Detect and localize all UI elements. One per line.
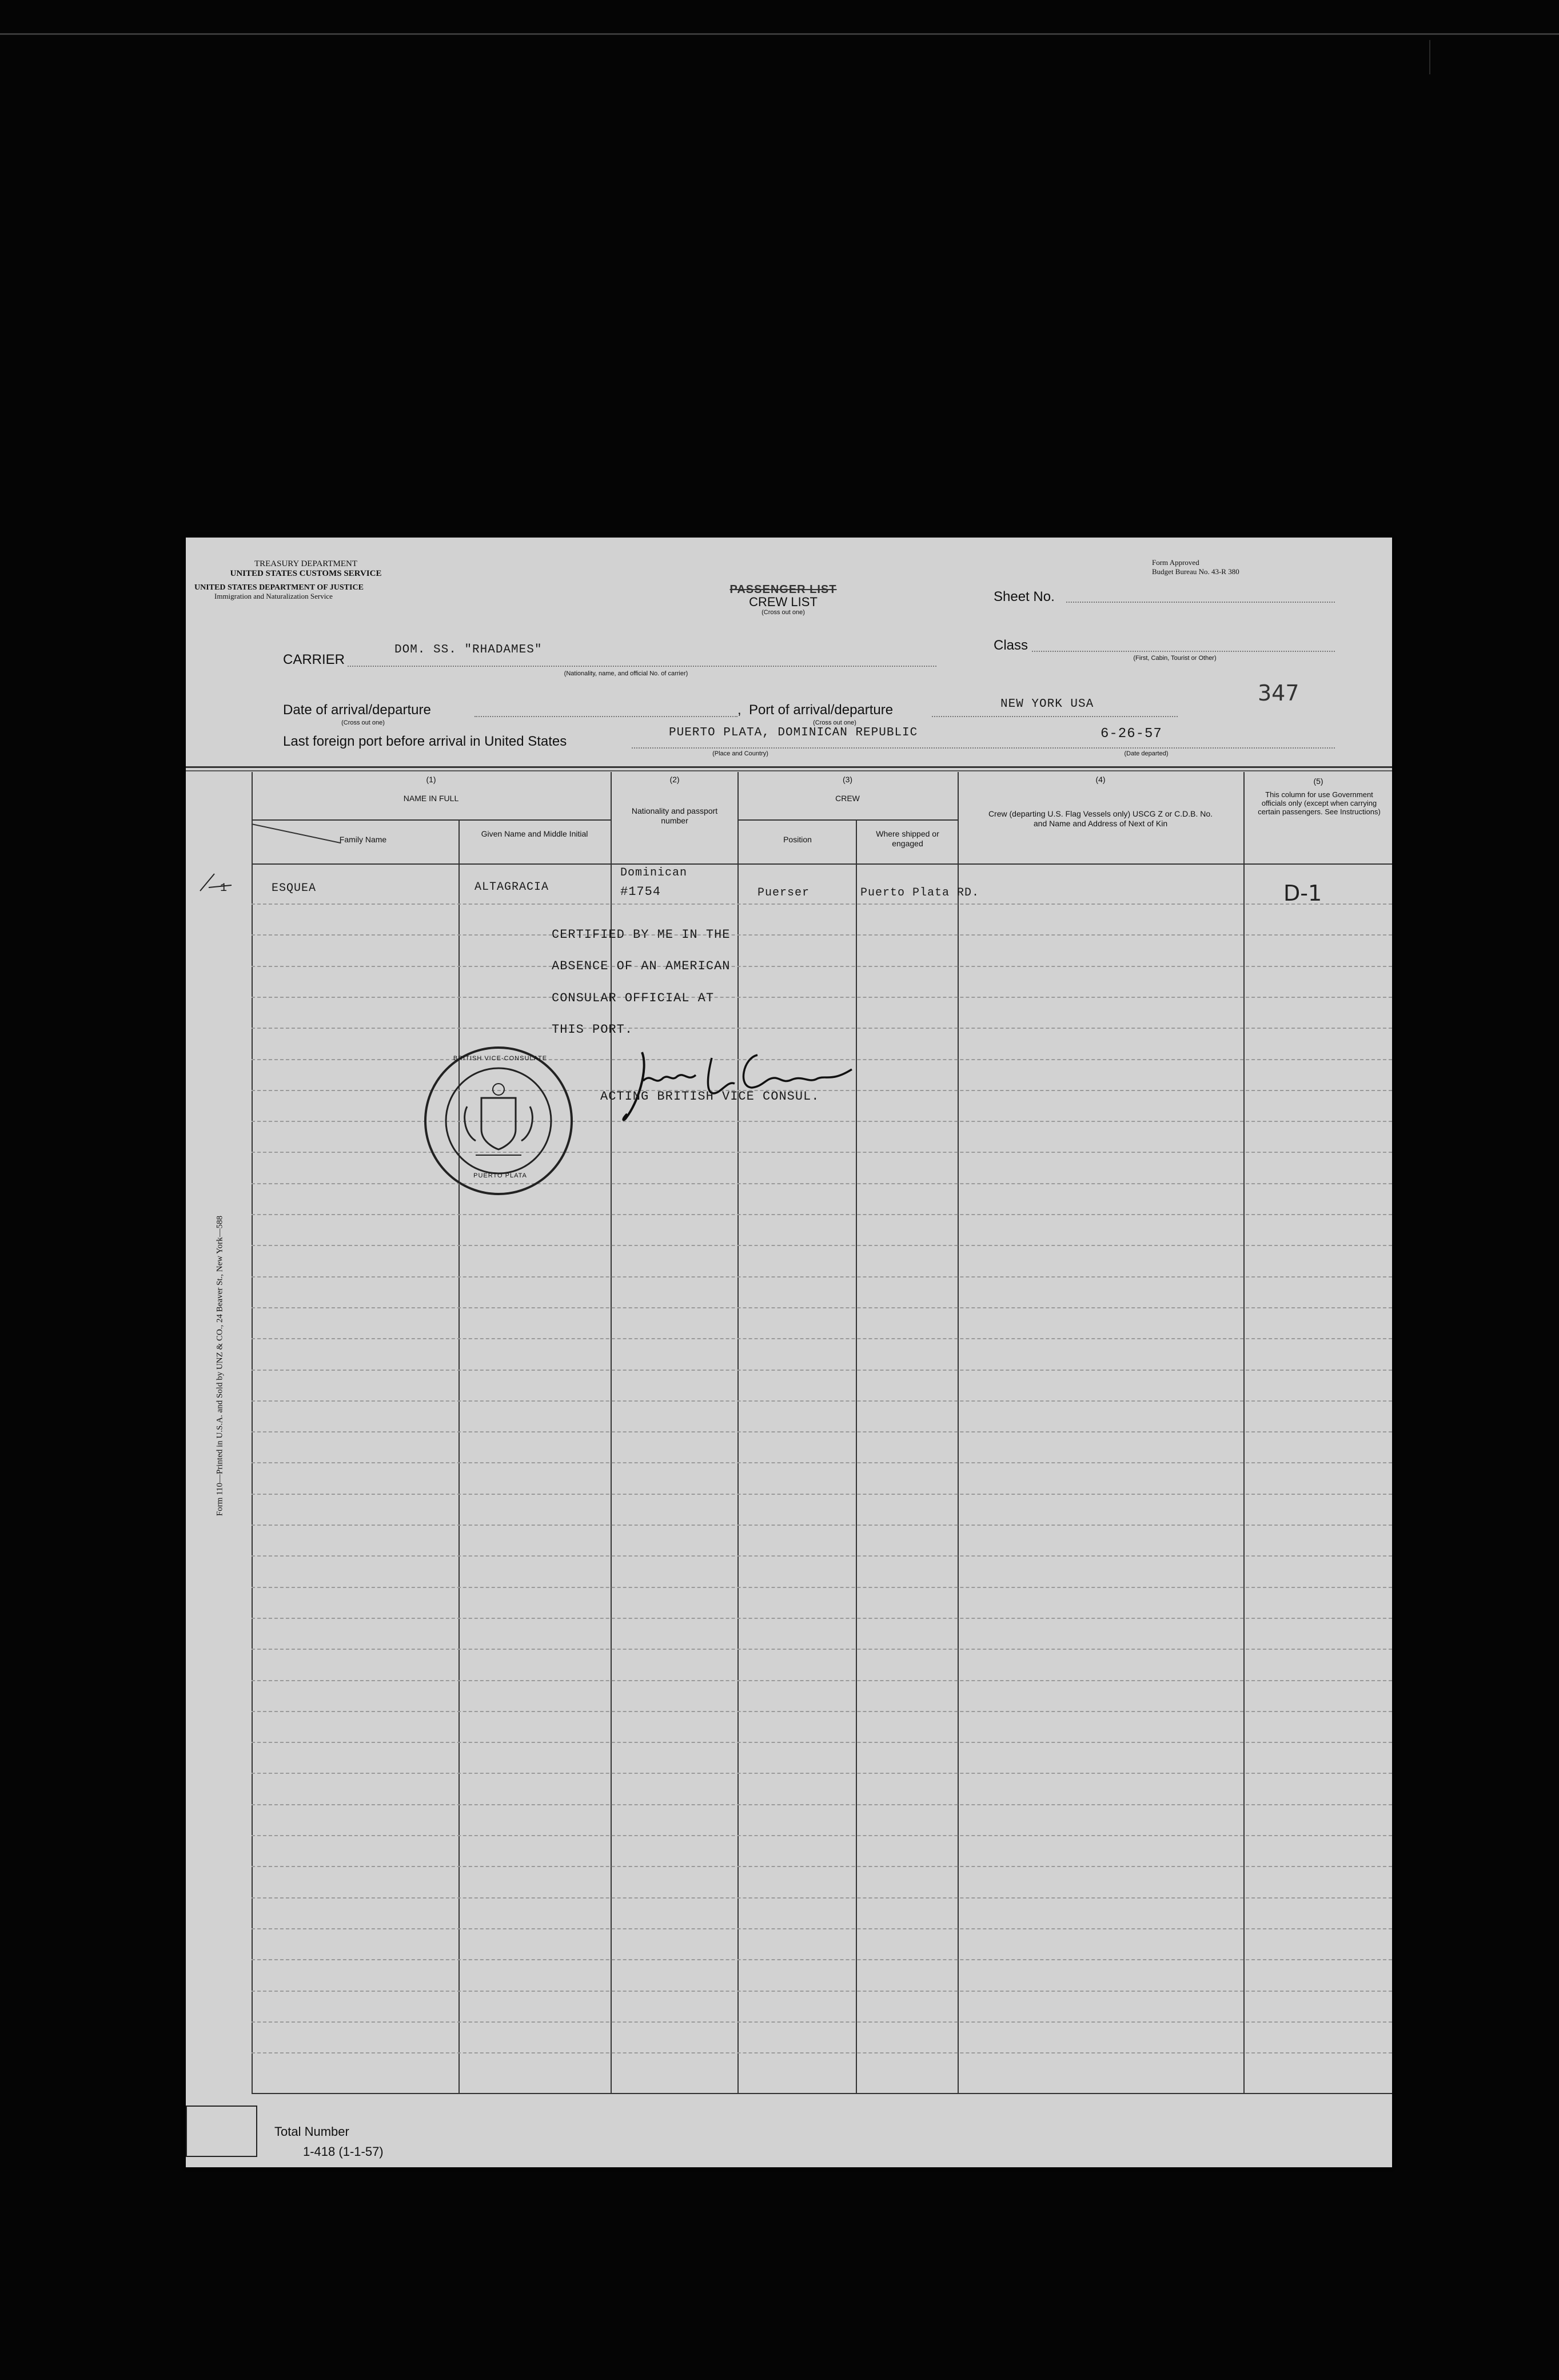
table-row-line (252, 1245, 1392, 1246)
table-row-line (252, 1555, 1392, 1557)
consul-signature (620, 1046, 860, 1127)
certification-line-1: CERTIFIED BY ME IN THE (552, 928, 731, 942)
header-bottom-line (252, 863, 1392, 865)
table-row-line (252, 1525, 1392, 1526)
col3-number: (3) (842, 775, 853, 784)
row-1-where-shipped: Puerto Plata RD. (860, 886, 980, 900)
consul-title: ACTING BRITISH VICE CONSUL. (600, 1089, 820, 1104)
table-row-line (252, 997, 1392, 998)
table-row-line (252, 1897, 1392, 1899)
table-row-line (252, 2021, 1392, 2023)
table-row-line (252, 1742, 1392, 1743)
scan-edge-line (0, 33, 1559, 35)
col1-title: NAME IN FULL (403, 794, 459, 803)
table-row-line (252, 904, 1392, 905)
date-note: (Cross out one) (341, 719, 385, 726)
handwritten-sheet-number: 347 (1258, 680, 1299, 706)
struck-title: PASSENGER LIST (729, 583, 837, 596)
col1b-given-name: Given Name and Middle Initial (481, 829, 588, 838)
col3a-position: Position (783, 835, 812, 844)
table-row-line (252, 1028, 1392, 1029)
carrier-label: CARRIER (283, 652, 345, 667)
table-row-line (252, 1276, 1392, 1277)
col2-title: Nationality and passport number (631, 806, 718, 825)
certification-line-4: THIS PORT. (552, 1022, 633, 1037)
col-divider-left (252, 772, 253, 2094)
agency-justice: UNITED STATES DEPARTMENT OF JUSTICE (194, 583, 364, 592)
port-value: NEW YORK USA (1000, 698, 1094, 711)
table-row-line (252, 1494, 1392, 1495)
date-departed-value: 6-26-57 (1101, 726, 1162, 742)
col4-number: (4) (1095, 775, 1106, 784)
table-row-line (252, 1928, 1392, 1929)
row-1-passport: #1754 (620, 885, 661, 899)
table-row-line (252, 1866, 1392, 1867)
table-row-line (252, 1680, 1392, 1681)
col3b-where-shipped: Where shipped or engaged (876, 829, 939, 848)
sheet-number-line (1066, 602, 1335, 603)
class-note: (First, Cabin, Tourist or Other) (1133, 655, 1217, 662)
table-row-line (252, 1804, 1392, 1805)
scan-edge-mark (1429, 40, 1430, 74)
table-row-line (252, 1462, 1392, 1463)
seal-text-bottom: PUERTO PLATA (473, 1172, 527, 1179)
form-number: 1-418 (1-1-57) (303, 2144, 384, 2159)
seal-text-top: BRITISH VICE-CONSULATE (453, 1055, 548, 1062)
table-row-line (252, 966, 1392, 967)
col5-number: (5) (1313, 777, 1323, 786)
col-divider-3a-3b (856, 821, 857, 2094)
table-row-line (252, 1214, 1392, 1215)
date-label: Date of arrival/departure (283, 702, 431, 718)
table-bottom-line (252, 2093, 1392, 2094)
col1-number: (1) (426, 775, 436, 784)
crew-list-form (186, 538, 1392, 2167)
row-1-position: Puerser (757, 886, 810, 900)
port-line (932, 716, 1178, 717)
table-row-line (252, 1618, 1392, 1619)
table-row-line (252, 934, 1392, 936)
col1a-family-name: Family Name (339, 835, 387, 844)
col5-title: This column for use Government officials only (except when carrying certain passengers. See Instructions) (1258, 790, 1381, 816)
total-number-box (186, 2106, 257, 2157)
carrier-note: (Nationality, name, and official No. of carrier) (564, 670, 688, 677)
table-row-line (252, 1991, 1392, 1992)
col-divider-2-3 (737, 772, 739, 2094)
class-line (1032, 651, 1335, 652)
last-port-line (632, 747, 1335, 749)
table-row-line (252, 1307, 1392, 1308)
table-row-line (252, 1835, 1392, 1836)
table-row-line (252, 1711, 1392, 1712)
col1-subheader-line (252, 819, 611, 821)
table-row-line (252, 1370, 1392, 1371)
row-1-nationality: Dominican (620, 866, 688, 879)
place-note: (Place and Country) (712, 750, 768, 757)
class-label: Class (994, 638, 1028, 653)
table-row-line (252, 2052, 1392, 2053)
row-1-family-name: ESQUEA (272, 882, 317, 895)
col3-title: CREW (835, 794, 860, 803)
col-divider-4-5 (1243, 772, 1245, 2094)
col-divider-3-4 (958, 772, 959, 2094)
carrier-value: DOM. SS. "RHADAMES" (394, 643, 543, 656)
col4-title: Crew (departing U.S. Flag Vessels only) USCG Z or C.D.B. No. and Name and Address of Next of Kin (988, 809, 1213, 828)
port-label: , (737, 702, 741, 718)
last-port-value: PUERTO PLATA, DOMINICAN REPUBLIC (669, 726, 918, 739)
port-label-text: Port of arrival/departure (749, 702, 894, 718)
table-row-line (252, 1400, 1392, 1402)
last-port-label: Last foreign port before arrival in United States (283, 734, 567, 749)
col2-number: (2) (669, 775, 680, 784)
table-row-line (252, 1959, 1392, 1960)
port-note: (Cross out one) (813, 719, 856, 726)
row-1-given-name: ALTAGRACIA (475, 881, 549, 894)
agency-ins: Immigration and Naturalization Service (214, 592, 333, 600)
col-divider-1a-1b (458, 821, 460, 2094)
table-row-line (252, 1649, 1392, 1650)
form-title: CREW LIST (749, 595, 818, 609)
total-number-label: Total Number (274, 2124, 349, 2139)
date-departed-note: (Date departed) (1124, 750, 1169, 757)
table-row-line (252, 1773, 1392, 1774)
title-cross-out-note: (Cross out one) (761, 609, 805, 616)
table-row-line (252, 1338, 1392, 1339)
table-row-line (252, 1431, 1392, 1432)
table-top-border (186, 766, 1392, 768)
date-line (475, 716, 737, 717)
sheet-label: Sheet No. (994, 589, 1055, 604)
budget-bureau-number: Budget Bureau No. 43-R 380 (1152, 567, 1239, 576)
form-approved: Form Approved (1152, 558, 1199, 567)
agency-treasury: TREASURY DEPARTMENT (254, 559, 358, 568)
table-top-border-inner (186, 770, 1392, 771)
row-1-gov-mark: D-1 (1283, 881, 1322, 906)
table-row-line (252, 1587, 1392, 1588)
printer-margin-text: Form 110—Printed in U.S.A. and Sold by UNZ & CO., 24 Beaver St., New York—588 (215, 1215, 225, 1517)
certification-line-3: CONSULAR OFFICIAL AT (552, 991, 715, 1005)
certification-line-2: ABSENCE OF AN AMERICAN (552, 959, 731, 973)
carrier-line (348, 666, 936, 667)
agency-customs: UNITED STATES CUSTOMS SERVICE (230, 569, 382, 578)
row-1-number: 1 (220, 882, 228, 895)
col3-subheader-line (737, 819, 958, 821)
